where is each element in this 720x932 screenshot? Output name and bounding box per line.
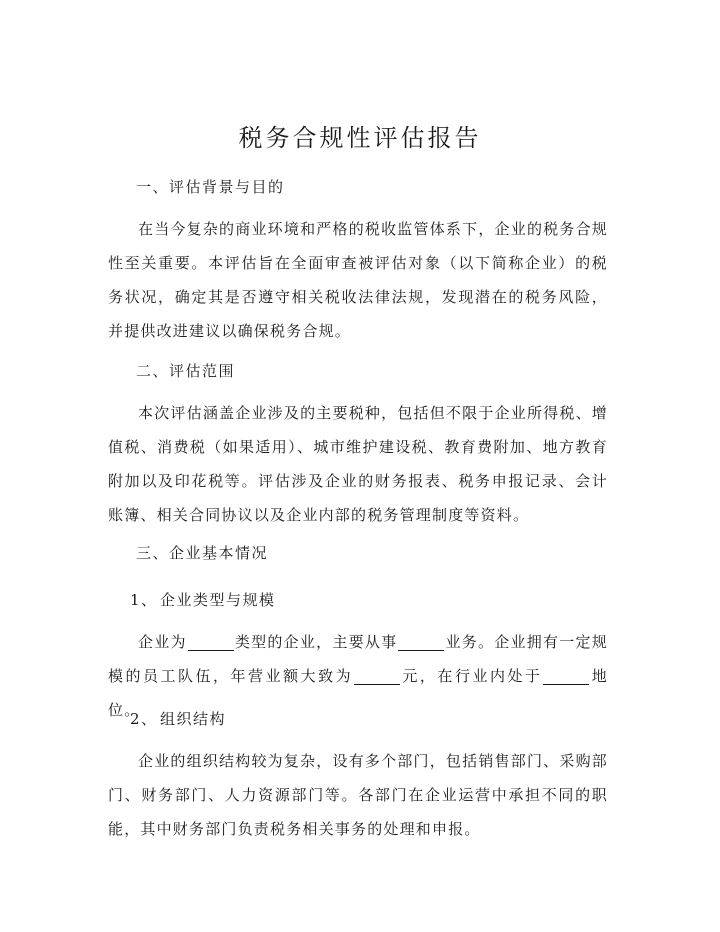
subsection-heading-type <box>130 583 276 617</box>
subsection-number: 1、 <box>130 591 158 609</box>
paragraph-text: 在当今复杂的商业环境和严格的税收监管体系下，企业的税务合规性至关重要。本评估旨在全面审查被评估对象（以下简称企业）的税务状况，确定其是否遵守相关税收法律法规，发现潜在的税务风险，并提供改进建议以确保税务合规。 <box>108 220 608 340</box>
section-paragraph-background <box>108 212 608 348</box>
subsection-heading-structure <box>130 702 226 736</box>
fill-in-blank[interactable] <box>188 630 234 651</box>
paragraph-text: 企业为 类型的企业，主要从事 业务。企业拥有一定规模的员工队伍，年营业额大致为 元，在行业内处于 地位。 <box>108 625 608 727</box>
fill-in-blank[interactable] <box>543 664 589 685</box>
section-heading-company: 三、企业基本情况 <box>136 544 269 562</box>
subsection-title: 组织结构 <box>160 710 227 728</box>
document-title: 税务合规性评估报告 <box>238 124 482 152</box>
paragraph-text: 本次评估涵盖企业涉及的主要税种，包括但不限于企业所得税、增值税、消费税（如果适用）、城市维护建设税、教育费附加、地方教育附加以及印花税等。评估涉及企业的财务报表、税务申报记录、会计账簿、相关合同协议以及企业内部的税务管理制度等资料。 <box>108 404 608 524</box>
section-heading-scope: 二、评估范围 <box>136 362 236 380</box>
subsection-title: 企业类型与规模 <box>160 591 276 609</box>
subsection-number: 2、 <box>130 710 158 728</box>
paragraph-text: 企业的组织结构较为复杂，设有多个部门，包括销售部门、采购部门、财务部门、人力资源部门等。各部门在企业运营中承担不同的职能，其中财务部门负责税务相关事务的处理和申报。 <box>108 752 608 838</box>
section-heading-background: 一、评估背景与目的 <box>136 178 285 196</box>
fill-in-blank[interactable] <box>354 664 400 685</box>
subsection-paragraph-structure <box>108 744 608 846</box>
section-paragraph-scope <box>108 396 608 532</box>
fill-in-blank[interactable] <box>398 630 444 651</box>
